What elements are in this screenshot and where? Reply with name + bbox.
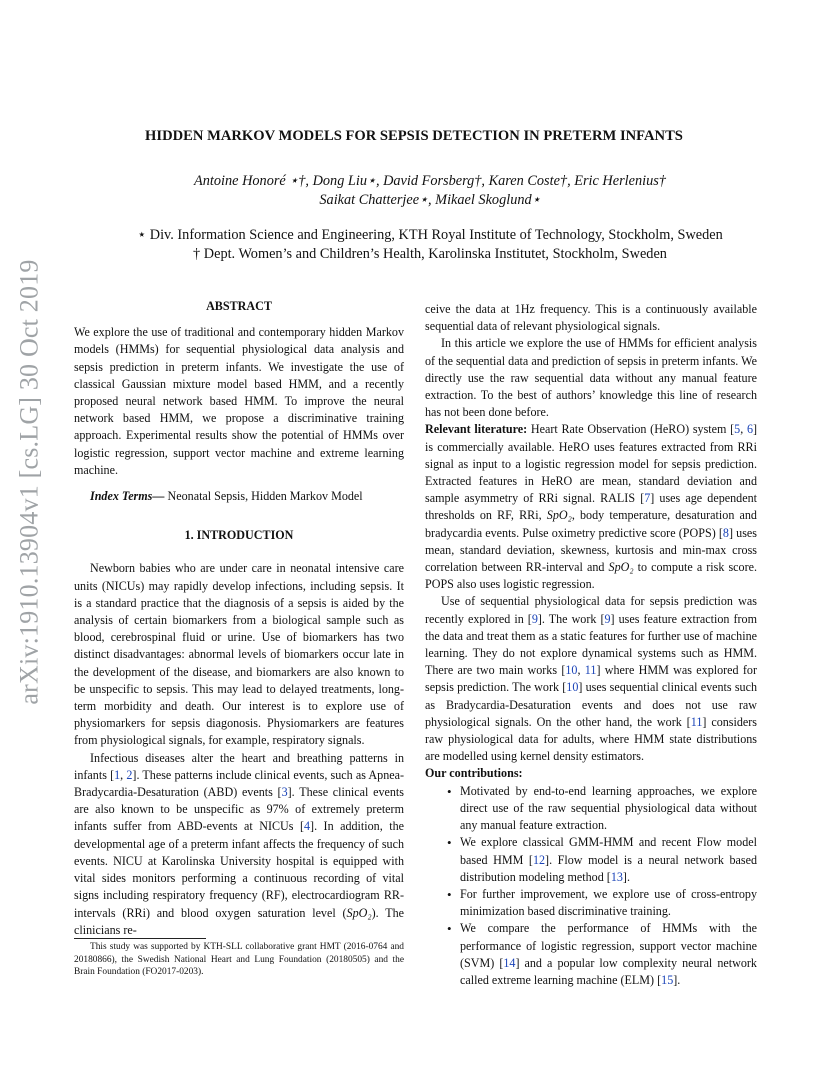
text-run: ]. [673, 972, 681, 987]
text-run: ]. In addition, the developmental age of a preterm infant affects the frequency of such events. NICU at Karolinska University hospital is equipped with vital sides monitors performing a continuous recording of vital signs including respiratory frequency (RF), electrocardiogram RR-intervals (RRi) and blood oxygen saturation level ( [74, 819, 404, 920]
citation-link[interactable]: 9 [531, 611, 538, 626]
citation-link[interactable]: 1 [114, 767, 121, 782]
right-paragraph-1: In this article we explore the use of HMMs for efficient analysis of the sequential data and prediction of sepsis in preterm infants. We directly use the raw sequential data without any manual feature extraction. To the best of authors’ knowledge this line of research has not been done before. [425, 336, 757, 420]
text-run: ] uses sequential clinical events such as Bradycardia-Desaturation events and does not use raw physiological signals. On the other hand, the work [ [425, 680, 757, 729]
intro-paragraph-2 [74, 750, 404, 939]
relevant-literature-label: Relevant literature: [425, 422, 528, 437]
citation-link[interactable]: 11 [690, 714, 703, 729]
contribution-item [460, 834, 757, 886]
right-paragraph-3 [425, 593, 757, 765]
text-run: ] considers raw physiological data for adults, where HMM state distributions are modelled using kernel density estimators. [425, 714, 757, 764]
contribution-item [460, 886, 757, 920]
citation-link[interactable]: 9 [604, 611, 611, 626]
citation-link[interactable]: 12 [532, 852, 546, 867]
text-run: to compute a risk score. POPS also uses logistic regression. [425, 560, 758, 592]
citation-link[interactable]: 13 [610, 869, 623, 884]
text-run: , [120, 767, 127, 782]
text-run: ]. Flow model is a neural network based distribution modeling method [ [460, 852, 757, 884]
text-run: ] where HMM was explored for sepsis prediction. The work [ [425, 663, 757, 695]
contribution-item [460, 783, 757, 835]
math-spo2: SpO₂ [546, 508, 572, 523]
text-run: , body temperature, desaturation and bradycardia events. Pulse oximetry predictive score (POPS) [ [425, 508, 757, 540]
citation-link[interactable]: 10 [565, 663, 578, 678]
citation-link[interactable]: 3 [281, 785, 288, 800]
citation-link[interactable]: 14 [503, 955, 516, 970]
contributions-list [425, 783, 757, 989]
citation-link[interactable]: 11 [584, 663, 597, 678]
text-run: Motivated by end-to-end learning approaches, we explore direct use of the raw sequential physiological data without any manual feature extraction. [460, 783, 757, 833]
math-spo2: SpO₂ [346, 905, 372, 920]
right-column [425, 301, 757, 989]
affiliations [60, 226, 800, 264]
text-run: , [740, 422, 747, 437]
relevant-literature-paragraph [425, 421, 757, 593]
citation-link[interactable]: 4 [304, 819, 311, 834]
text-run: ] and a popular low complexity neural network called extreme learning machine (ELM) [ [460, 955, 757, 987]
text-run: ] uses feature extraction from the data and treat them as a static features for further use of machine learning. They do not explore dynamical systems such as HMM. There are two main works [ [425, 611, 757, 678]
arxiv-stamp [15, 259, 45, 705]
text-run: We compare the performance of HMMs with the performance of logistic regression, support vector machine (SVM) [ [460, 921, 757, 970]
text-run: Use of sequential physiological data for sepsis prediction was recently explored in [ [425, 594, 757, 626]
citation-link[interactable]: 5 [734, 422, 741, 437]
text-run: For further improvement, we explore use of cross-entropy minimization based discriminative training. [460, 886, 757, 919]
abstract-text: We explore the use of traditional and contemporary hidden Markov models (HMMs) for sequential physiological data analysis and sepsis prediction in preterm infants. We investigate the use of classical Gaussian mixture model based HMM, and a recently proposed neural network based HMM. To improve the neural network based HMM, we propose a discriminative training approach. Experimental results show the potential of HMMs over logistic regression, support vector machine and extreme learning machine. [74, 325, 404, 477]
citation-link[interactable]: 10 [566, 680, 579, 695]
contribution-item [460, 920, 757, 989]
citation-link[interactable]: 8 [722, 525, 729, 540]
index-terms-label: Index Terms— [90, 489, 165, 504]
text-run: , [577, 663, 585, 678]
affiliation-kth: ⋆ Div. Information Science and Engineering, KTH Royal Institute of Technology, Stockholm, Sweden [137, 227, 723, 243]
text-run: ]. These patterns include clinical events, such as Apnea-Bradycardia-Desaturation (ABD) events [ [74, 767, 405, 800]
text-run: ]. These clinical events are also known to be unspecific as 97% of extremely preterm infants suffer from ABD-events at NICUs [ [74, 785, 404, 834]
intro-heading: 1. INTRODUCTION [184, 528, 294, 543]
authors-line-2: Saikat Chatterjee⋆, Mikael Skoglund⋆ [319, 192, 541, 208]
index-terms [74, 488, 404, 505]
footnote-rule [74, 938, 206, 939]
citation-link[interactable]: 15 [661, 972, 674, 987]
left-column [74, 298, 404, 939]
citation-link[interactable]: 6 [746, 422, 753, 437]
authors-line-1: Antoine Honoré ⋆†, Dong Liu⋆, David Forsberg†, Karen Coste†, Eric Herlenius† [194, 173, 666, 189]
footnote: This study was supported by KTH-SLL collaborative grant HMT (2016-0764 and 20180866), the Swedish National Heart and Lung Foundation (20180505) and the Brain Foundation (FO2017-0203). [74, 942, 404, 978]
index-terms-text: Neonatal Sepsis, Hidden Markov Model [164, 489, 363, 504]
text-run: ]. The work [ [537, 611, 605, 626]
text-run: ]. [622, 869, 630, 884]
author-list [100, 172, 760, 210]
abstract-heading: ABSTRACT [206, 299, 272, 313]
citation-link[interactable]: 2 [126, 767, 133, 782]
text-run: ] uses age dependent thresholds on RF, RRi, [425, 491, 757, 523]
text-run: ). The clinicians re- [74, 905, 404, 937]
text-run: We explore classical GMM-HMM and recent Flow model based HMM [ [460, 835, 757, 867]
contributions-heading: Our contributions: [425, 766, 523, 781]
text-run: ] uses mean, standard deviation, skewness, kurtosis and min-max cross correlation between RR-interval and [425, 525, 757, 575]
text-run: Infectious diseases alter the heart and breathing patterns in infants [ [74, 750, 404, 782]
right-paragraph-0: ceive the data at 1Hz frequency. This is a continuously available sequential data of relevant physiological signals. [425, 302, 757, 334]
affiliation-karolinska: † Dept. Women’s and Children’s Health, Karolinska Institutet, Stockholm, Sweden [193, 246, 667, 262]
text-run: ] is commercially available. HeRO uses features extracted from RRi signal as input to a logistic regression model for sepsis prediction. Extracted features in HeRO are mean, standard deviation and sample asymmetry of RRi signal. RALIS [ [425, 422, 758, 506]
citation-link[interactable]: 7 [644, 491, 651, 506]
intro-paragraph-1: Newborn babies who are under care in neonatal intensive care units (NICUs) may rapidly develop infections, including sepsis. It is a standard practice that the diagnosis of a sepsis is aided by the analysis of certain biomarkers from a biological sample such as blood, cerebrospinal fluid or urine. Use of biomarkers has two distinct disadvantages: abnormal levels of biomarkers occur late in the development of the disease, and biomarkers are also known to be unspecific to sepsis. This may lead to delayed treatments, long-term morbidity and death. Our interest is to explore use of physiomarkers for sepsis diagonosis. Physiomarkers are features from physiological signals, for example, respiratory signals. [74, 561, 404, 748]
math-spo2: SpO₂ [608, 560, 634, 575]
arxiv-stamp-text: arXiv:1910.13904v1 [cs.LG] 30 Oct 2019 [15, 259, 45, 705]
paper-title: HIDDEN MARKOV MODELS FOR SEPSIS DETECTION IN PRETERM INFANTS [145, 128, 683, 144]
text-run: Heart Rate Observation (HeRO) system [ [527, 422, 735, 437]
